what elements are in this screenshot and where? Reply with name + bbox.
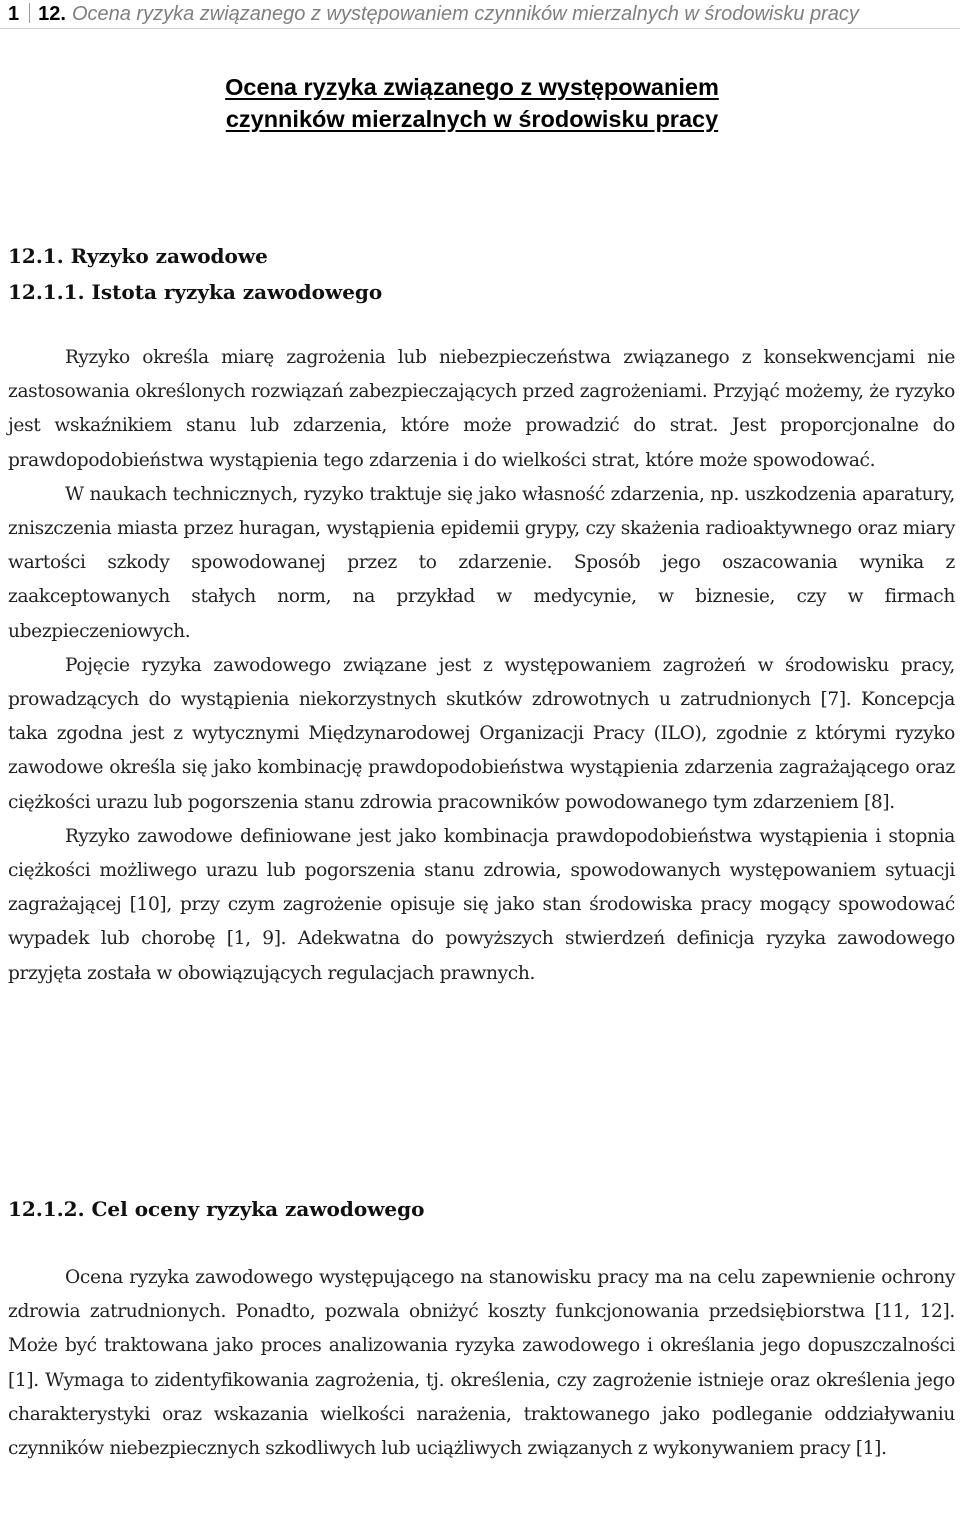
subsection-heading-2: 12.1.2. Cel oceny ryzyka zawodowego xyxy=(8,1197,425,1221)
document-title-line-1: Ocena ryzyka związanego z występowaniem xyxy=(225,74,719,100)
paragraph: Ocena ryzyka zawodowego występującego na stanowisku pracy ma na celu zapewnienie ochrony zdrowia zatrudnionych. Ponadto, pozwala obniżyć koszty funkcjonowania przedsiębiorstwa [11, 12]. Może być traktowana jako proces analizowania ryzyka zawodowego i określania jego dopuszczalności [1]. Wymaga to zidentyfikowania zagrożenia, tj. określenia, czy zagrożenie istnieje oraz określenia jego charakterystyki oraz wskazania wielkości narażenia, traktowanego jako podleganie oddziaływaniu czynników niebezpiecznych szkodliwych lub uciążliwych związanych z wykonywaniem pracy [1]. xyxy=(8,1267,955,1460)
subsection-1-body xyxy=(8,341,955,991)
paragraph: Pojęcie ryzyka zawodowego związane jest z występowaniem zagrożeń w środowisku pracy, prowadzących do wystąpienia niekorzystnych skutków zdrowotnych u zatrudnionych [7]. Koncepcja taka zgodna jest z wytycznymi Międzynarodowej Organizacji Pracy (ILO), zgodnie z którymi ryzyko zawodowe określa się jako kombinację prawdopodobieństwa wystąpienia zdarzenia zagrażającego oraz ciężkości urazu lub pogorszenia stanu zdrowia pracowników powodowanego tym zdarzeniem [8]. xyxy=(8,654,955,813)
header-rule xyxy=(0,28,960,29)
paragraph: Ryzyko zawodowe definiowane jest jako kombinacja prawdopodobieństwa wystąpienia i stopnia ciężkości możliwego urazu lub pogorszenia stanu zdrowia, spowodowanych występowaniem sytuacji zagrażającej [10], przy czym zagrożenie opisuje się jako stan środowiska pracy mogący spowodować wypadek lub chorobę [1, 9]. Adekwatna do powyższych stwierdzeń definicja ryzyka zawodowego przyjęta została w obowiązujących regulacjach prawnych. xyxy=(8,825,955,984)
chapter-number: 12. xyxy=(38,3,66,25)
header-separator xyxy=(29,3,30,23)
document-title-line-2: czynników mierzalnych w środowisku pracy xyxy=(225,106,719,132)
subsection-heading-1: 12.1.1. Istota ryzyka zawodowego xyxy=(8,280,383,304)
page-number: 1 xyxy=(8,3,20,25)
paragraph: Ryzyko określa miarę zagrożenia lub niebezpieczeństwa związanego z konsekwencjami nie zastosowania określonych rozwiązań zabezpieczających przed zagrożeniami. Przyjąć możemy, że ryzyko jest wskaźnikiem stanu lub zdarzenia, które może prowadzić do strat. Jest proporcjonalne do prawdopodobieństwa wystąpienia tego zdarzenia i do wielkości strat, które może spowodować. xyxy=(8,347,955,471)
section-heading: 12.1. Ryzyko zawodowe xyxy=(8,244,268,268)
running-header xyxy=(8,2,958,26)
chapter-title: Ocena ryzyka związanego z występowaniem czynników mierzalnych w środowisku pracy xyxy=(71,3,859,25)
paragraph: W naukach technicznych, ryzyko traktuje się jako własność zdarzenia, np. uszkodzenia aparatury, zniszczenia miasta przez huragan, wystąpienia epidemii grypy, czy skażenia radioaktywnego oraz miary wartości szkody spowodowanej przez to zdarzenie. Sposób jego oszacowania wynika z zaakceptowanych stałych norm, na przykład w medycynie, w biznesie, czy w firmach ubezpieczeniowych. xyxy=(8,483,955,642)
document-title xyxy=(0,71,944,135)
subsection-2-body xyxy=(8,1261,955,1466)
